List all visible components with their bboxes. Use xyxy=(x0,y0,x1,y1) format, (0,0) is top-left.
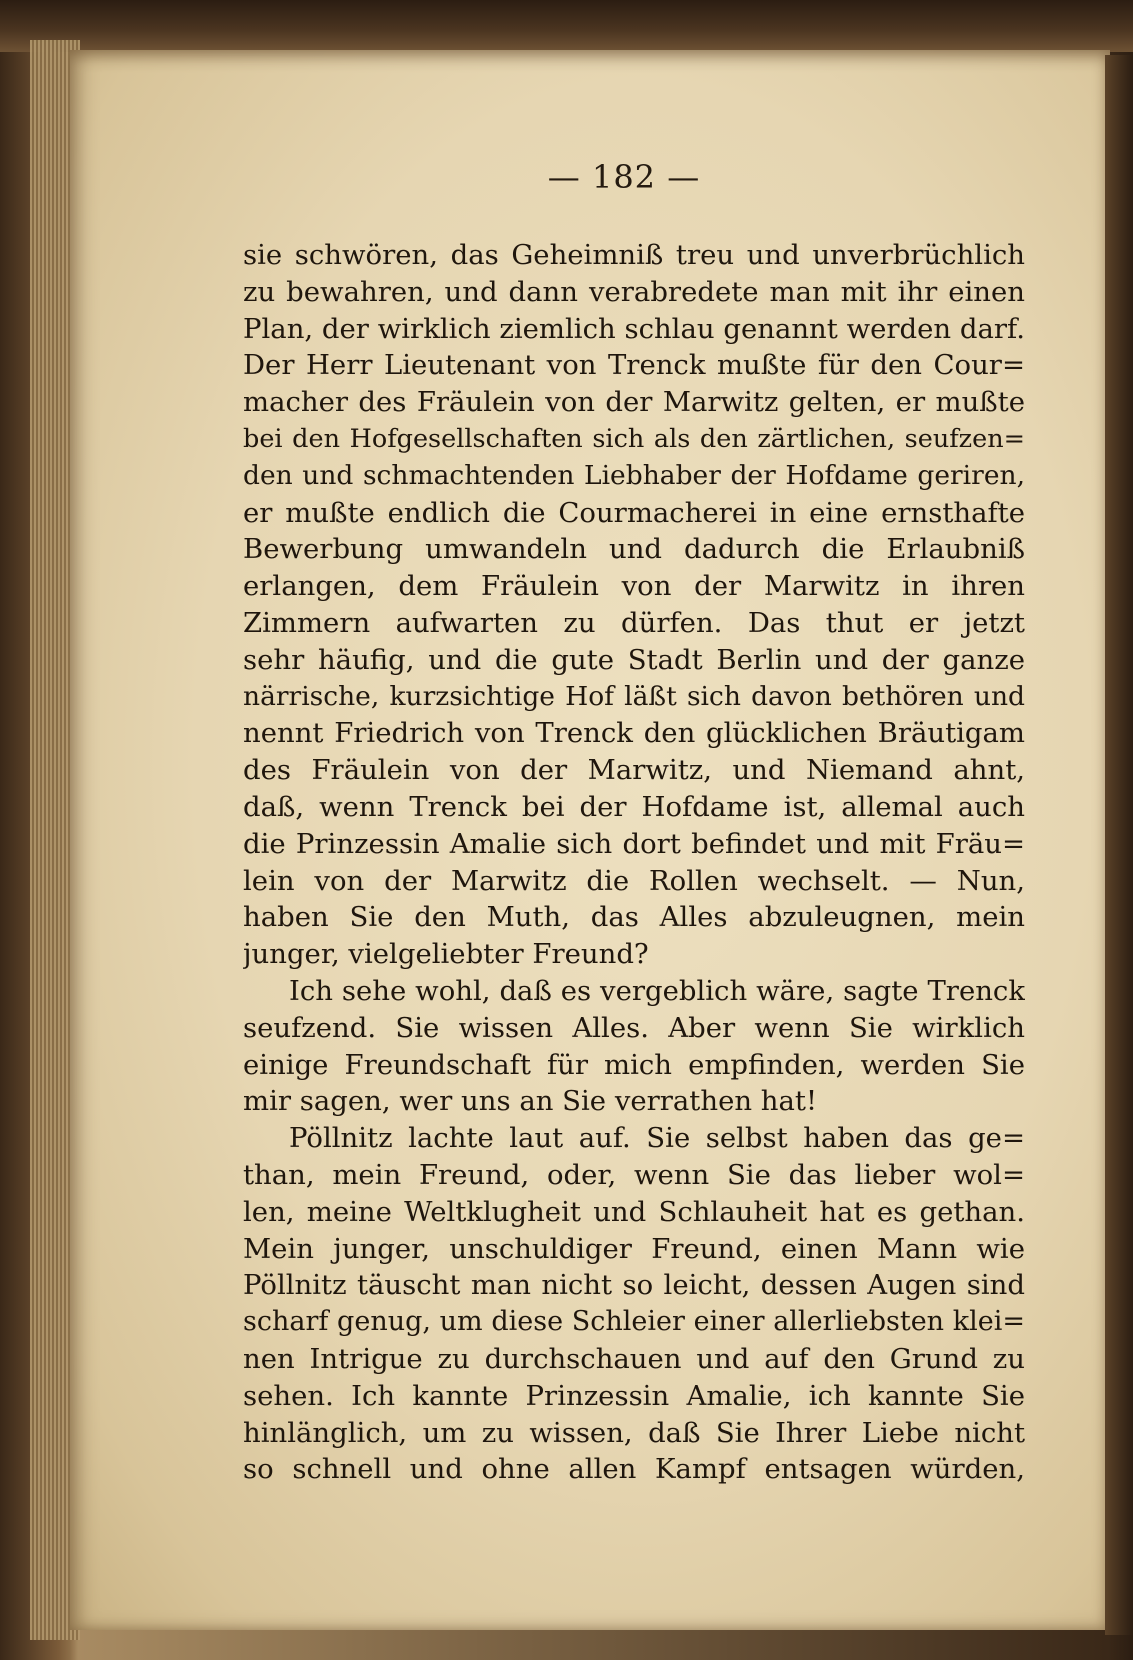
text-line: sehr häufig, und die gute Stadt Berlin und der ganze xyxy=(243,643,1025,676)
text-line: haben Sie den Muth, das Alles abzuleugnen, mein xyxy=(243,901,1025,934)
page-number: — 182 — xyxy=(547,158,701,196)
text-line: lein von der Marwitz die Rollen wechselt. — Nun, xyxy=(243,864,1025,897)
text-line: des Fräulein von der Marwitz, und Niemand ahnt, xyxy=(243,754,1025,787)
book-top-edge xyxy=(0,0,1133,52)
text-line: Plan, der wirklich ziemlich schlau genannt werden darf. xyxy=(243,312,1025,345)
text-line: sehen. Ich kannte Prinzessin Amalie, ich kannte Sie xyxy=(243,1379,1025,1412)
text-line: erlangen, dem Fräulein von der Marwitz in ihren xyxy=(243,570,1025,603)
text-line: nennt Friedrich von Trenck den glücklichen Bräutigam xyxy=(243,717,1025,750)
text-line: Der Herr Lieutenant von Trenck mußte für den Cour= xyxy=(243,349,1025,382)
text-line: seufzend. Sie wissen Alles. Aber wenn Sie wirklich xyxy=(243,1011,1025,1044)
text-line: zu bewahren, und dann verabredete man mit ihr einen xyxy=(243,275,1025,308)
text-line: einige Freundschaft für mich empfinden, werden Sie xyxy=(243,1048,1025,1081)
text-line: bei den Hofgesellschaften sich als den zärtlichen, seufzen= xyxy=(243,423,1025,454)
text-line: macher des Fräulein von der Marwitz gelten, er mußte xyxy=(243,386,1025,419)
text-line: nen Intrigue zu durchschauen und auf den Grund zu xyxy=(243,1342,1025,1375)
text-line: närrische, kurzsichtige Hof läßt sich davon bethören und xyxy=(243,680,1025,712)
text-line: Mein junger, unschuldiger Freund, einen Mann wie xyxy=(243,1232,1025,1265)
text-line: er mußte endlich die Courmacherei in eine ernsthafte xyxy=(243,496,1025,529)
page-body-text xyxy=(243,237,1025,1488)
text-line: hinlänglich, um zu wissen, daß Sie Ihrer Liebe nicht xyxy=(243,1416,1025,1449)
text-line: sie schwören, das Geheimniß treu und unverbrüchlich xyxy=(243,239,1025,271)
text-line: than, mein Freund, oder, wenn Sie das lieber wol= xyxy=(243,1158,1025,1191)
text-line: Bewerbung umwandeln und dadurch die Erlaubniß xyxy=(243,533,1025,566)
text-line: so schnell und ohne allen Kampf entsagen würden, xyxy=(243,1453,1025,1486)
text-line: die Prinzessin Amalie sich dort befindet und mit Fräu= xyxy=(243,827,1025,860)
text-line: den und schmachtenden Liebhaber der Hofdame geriren, xyxy=(243,459,1025,491)
text-line: mir sagen, wer uns an Sie verrathen hat! xyxy=(243,1085,818,1118)
text-line: daß, wenn Trenck bei der Hofdame ist, allemal auch xyxy=(243,790,1025,823)
text-line: Ich sehe wohl, daß es vergeblich wäre, sagte Trenck xyxy=(289,974,1025,1007)
text-line: Pöllnitz lachte laut auf. Sie selbst haben das ge= xyxy=(289,1122,1025,1155)
text-line: scharf genug, um diese Schleier einer allerliebsten klei= xyxy=(243,1306,1025,1338)
text-line: junger, vielgeliebter Freund? xyxy=(243,938,649,971)
text-line: Zimmern aufwarten zu dürfen. Das thut er jetzt xyxy=(243,606,1025,639)
text-line: Pöllnitz täuscht man nicht so leicht, dessen Augen sind xyxy=(243,1269,1025,1302)
book-right-edge xyxy=(1105,55,1133,1635)
text-line: len, meine Weltklugheit und Schlauheit hat es gethan. xyxy=(243,1195,1025,1228)
